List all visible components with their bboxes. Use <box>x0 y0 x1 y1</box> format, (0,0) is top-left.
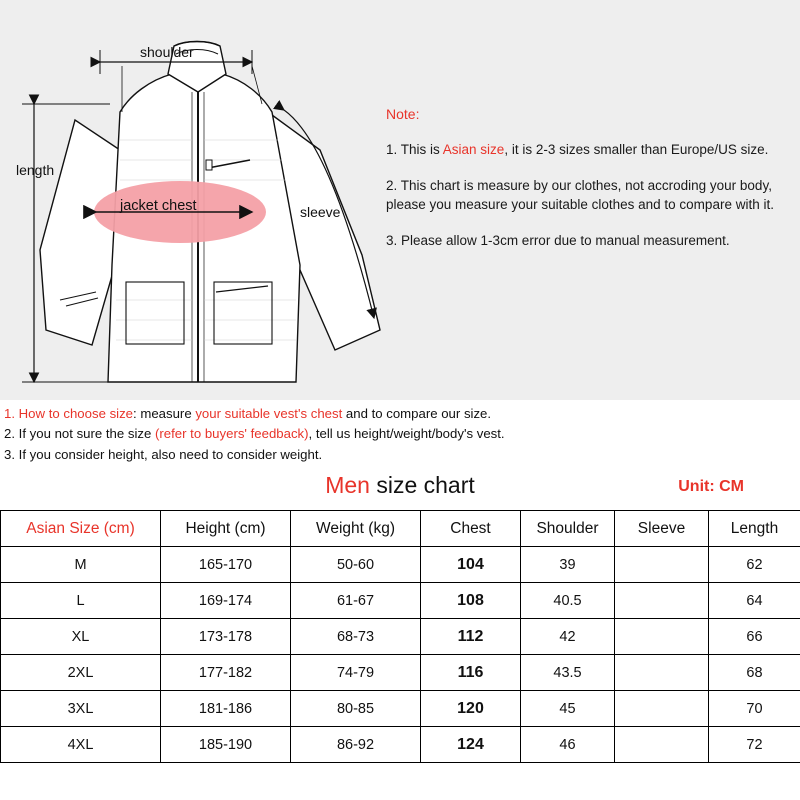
column-header-sleeve: Sleeve <box>615 511 709 547</box>
cell-shoulder: 45 <box>521 691 615 727</box>
cell-length: 64 <box>709 583 800 619</box>
cell-length: 62 <box>709 547 800 583</box>
label-length: length <box>16 162 55 178</box>
cell-weight: 68-73 <box>291 619 421 655</box>
caption-1-b: choose size <box>63 406 134 421</box>
note-item-1 <box>386 140 786 160</box>
caption-2-a: 2. If you not sure the size <box>4 426 156 442</box>
caption-2-b: (refer to buyers' feedback) <box>155 426 309 442</box>
size-table <box>0 510 800 763</box>
unit-label: Unit: CM <box>678 478 744 495</box>
note-item-1-post: , it is 2-3 sizes smaller than Europe/US size. <box>504 142 769 158</box>
cell-sleeve <box>615 691 709 727</box>
cell-size: 4XL <box>1 727 161 763</box>
cell-shoulder: 46 <box>521 727 615 763</box>
cell-sleeve <box>615 583 709 619</box>
cell-length: 72 <box>709 727 800 763</box>
note-item-2-line2: please you measure your suitable clothes and to compare with it. <box>386 197 774 213</box>
cell-weight: 74-79 <box>291 655 421 691</box>
cell-sleeve <box>615 727 709 763</box>
cell-length: 68 <box>709 655 800 691</box>
column-header-length: Length <box>709 511 800 547</box>
cell-chest: 112 <box>421 619 521 655</box>
column-header-shoulder: Shoulder <box>521 511 615 547</box>
column-header-weight: Weight (kg) <box>291 511 421 547</box>
column-header-height: Height (cm) <box>161 511 291 547</box>
cell-shoulder: 39 <box>521 547 615 583</box>
caption-2-c: , tell us height/weight/body's vest. <box>308 426 505 442</box>
cell-size: M <box>1 547 161 583</box>
table-row <box>1 655 800 691</box>
label-jacket-chest: jacket chest <box>120 198 197 214</box>
caption-1-d: your suitable vest's chest <box>195 406 343 421</box>
caption-line-3: 3. If you consider height, also need to consider weight. <box>4 446 323 462</box>
cell-chest: 116 <box>421 655 521 691</box>
column-header-chest: Chest <box>421 511 521 547</box>
note-item-1-highlight: Asian size <box>442 142 505 158</box>
cell-height: 165-170 <box>161 547 291 583</box>
cell-length: 66 <box>709 619 800 655</box>
note-item-1-pre: 1. This is <box>386 142 443 158</box>
label-shoulder: shoulder <box>140 44 194 60</box>
cell-size: 3XL <box>1 691 161 727</box>
chart-title-rest: size chart <box>369 472 475 498</box>
cell-weight: 86-92 <box>291 727 421 763</box>
cell-weight: 61-67 <box>291 583 421 619</box>
cell-sleeve <box>615 655 709 691</box>
size-table-section <box>0 470 800 763</box>
cell-weight: 80-85 <box>291 691 421 727</box>
cell-sleeve <box>615 547 709 583</box>
caption-1-a: 1. How to <box>4 406 64 421</box>
table-row <box>1 547 800 583</box>
cell-chest: 124 <box>421 727 521 763</box>
table-row <box>1 583 800 619</box>
table-headline <box>0 470 800 510</box>
table-row <box>1 727 800 763</box>
caption-block <box>0 404 800 465</box>
table-row <box>1 619 800 655</box>
cell-length: 70 <box>709 691 800 727</box>
cell-chest: 108 <box>421 583 521 619</box>
cell-size: 2XL <box>1 655 161 691</box>
cell-shoulder: 42 <box>521 619 615 655</box>
note-item-3: 3. Please allow 1-3cm error due to manual measurement. <box>386 232 730 248</box>
cell-height: 177-182 <box>161 655 291 691</box>
note-block <box>386 104 786 267</box>
cell-chest: 104 <box>421 547 521 583</box>
note-item-2 <box>386 176 786 215</box>
cell-weight: 50-60 <box>291 547 421 583</box>
note-title: Note: <box>386 106 420 122</box>
cell-height: 169-174 <box>161 583 291 619</box>
table-row <box>1 691 800 727</box>
cell-size: L <box>1 583 161 619</box>
caption-1-e: and to compare our size. <box>342 406 492 421</box>
chart-title-main: Men <box>325 472 370 498</box>
caption-line-1 <box>4 404 800 424</box>
cell-size: XL <box>1 619 161 655</box>
label-sleeve: sleeve <box>300 204 341 220</box>
cell-sleeve <box>615 619 709 655</box>
cell-shoulder: 43.5 <box>521 655 615 691</box>
cell-chest: 120 <box>421 691 521 727</box>
cell-height: 185-190 <box>161 727 291 763</box>
note-item-2-line1: 2. This chart is measure by our clothes, not accroding your body, <box>386 177 772 193</box>
column-header-asian-size: Asian Size (cm) <box>1 511 161 547</box>
cell-height: 173-178 <box>161 619 291 655</box>
caption-1-c: : measure <box>133 406 196 421</box>
cell-height: 181-186 <box>161 691 291 727</box>
cell-shoulder: 40.5 <box>521 583 615 619</box>
caption-line-2 <box>4 424 800 444</box>
table-header-row <box>1 511 800 547</box>
